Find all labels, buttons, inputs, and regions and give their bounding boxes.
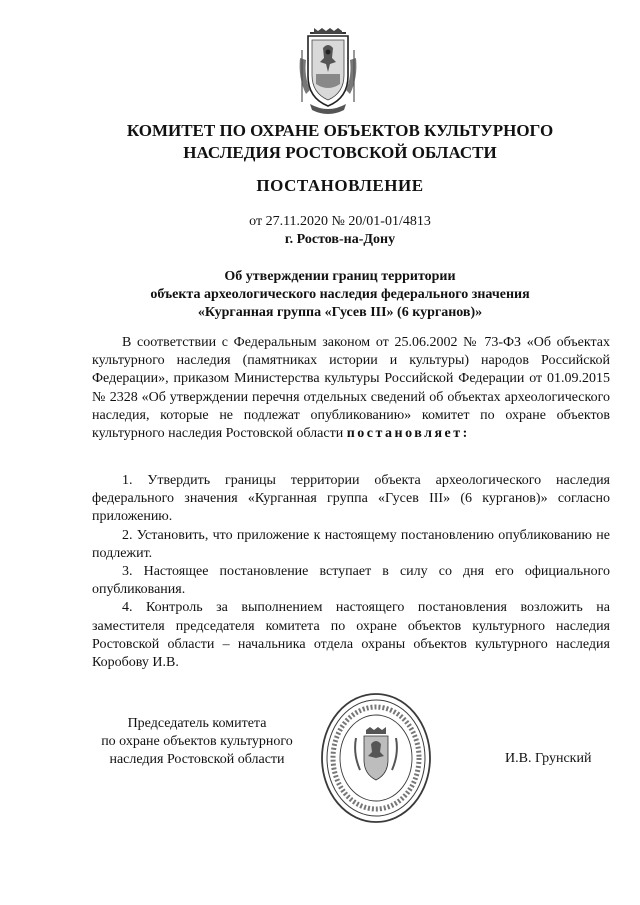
decree-item: 1. Утвердить границы территории объекта археологического наследия федерального значения «Курганная группа «Гусев III» (6 курганов)» согласно приложению.: [92, 473, 610, 525]
subject-line-1: Об утверждении границ территории: [224, 269, 456, 284]
date-and-number: от 27.11.2020 № 20/01-01/4813: [249, 214, 431, 229]
decree-item: 3. Настоящее постановление вступает в силу со дня его официального опубликования.: [92, 564, 610, 598]
subject-line-3: «Курганная группа «Гусев III» (6 курганов)»: [197, 305, 483, 320]
org-line-1: КОМИТЕТ ПО ОХРАНЕ ОБЪЕКТОВ КУЛЬТУРНОГО: [126, 121, 554, 140]
decree-item: 4. Контроль за выполнением настоящего постановления возложить на заместителя председателя комитета по охране объектов культурного наследия Ростовской области – начальника отдела охраны объектов культурного наследия Коробову И.В.: [92, 600, 610, 671]
document-subject: [110, 268, 570, 322]
decree-word: постановляет:: [346, 426, 470, 442]
decree-items: [92, 472, 610, 672]
official-round-seal-icon: [318, 690, 434, 826]
decree-item: 2. Установить, что приложение к настоящему постановлению опубликованию не подлежит.: [92, 527, 610, 561]
organization-name: [110, 120, 570, 164]
signatory-title-line-1: Председатель комитета: [127, 716, 267, 731]
document-type: ПОСТАНОВЛЕНИЕ: [256, 176, 424, 195]
subject-line-2: объекта археологического наследия федерального значения: [150, 287, 530, 302]
preamble-text: В соответствии с Федеральным законом от 25.06.2002 № 73-ФЗ «Об объектах культурного наследия (памятниках истории и культуры) народов Российской Федерации», приказом Министерства культуры Российской Федерации от 01.09.2015 № 2328 «Об утверждении перечня отдельных сведений об объектах археологического наследия, которые не подлежат опубликованию» комитет по охране объектов культурного наследия Ростовской области: [92, 335, 610, 442]
signatory-title-line-2: по охране объектов культурного: [101, 734, 293, 749]
signatory-name: И.В. Грунский: [505, 751, 592, 766]
signatory-title-line-3: наследия Ростовской области: [109, 752, 285, 767]
city: г. Ростов-на-Дону: [284, 232, 396, 247]
preamble-paragraph: [92, 334, 610, 443]
rostov-oblast-coat-of-arms-icon: [296, 28, 360, 114]
org-line-2: НАСЛЕДИЯ РОСТОВСКОЙ ОБЛАСТИ: [183, 143, 497, 162]
signatory-title: [92, 715, 302, 769]
